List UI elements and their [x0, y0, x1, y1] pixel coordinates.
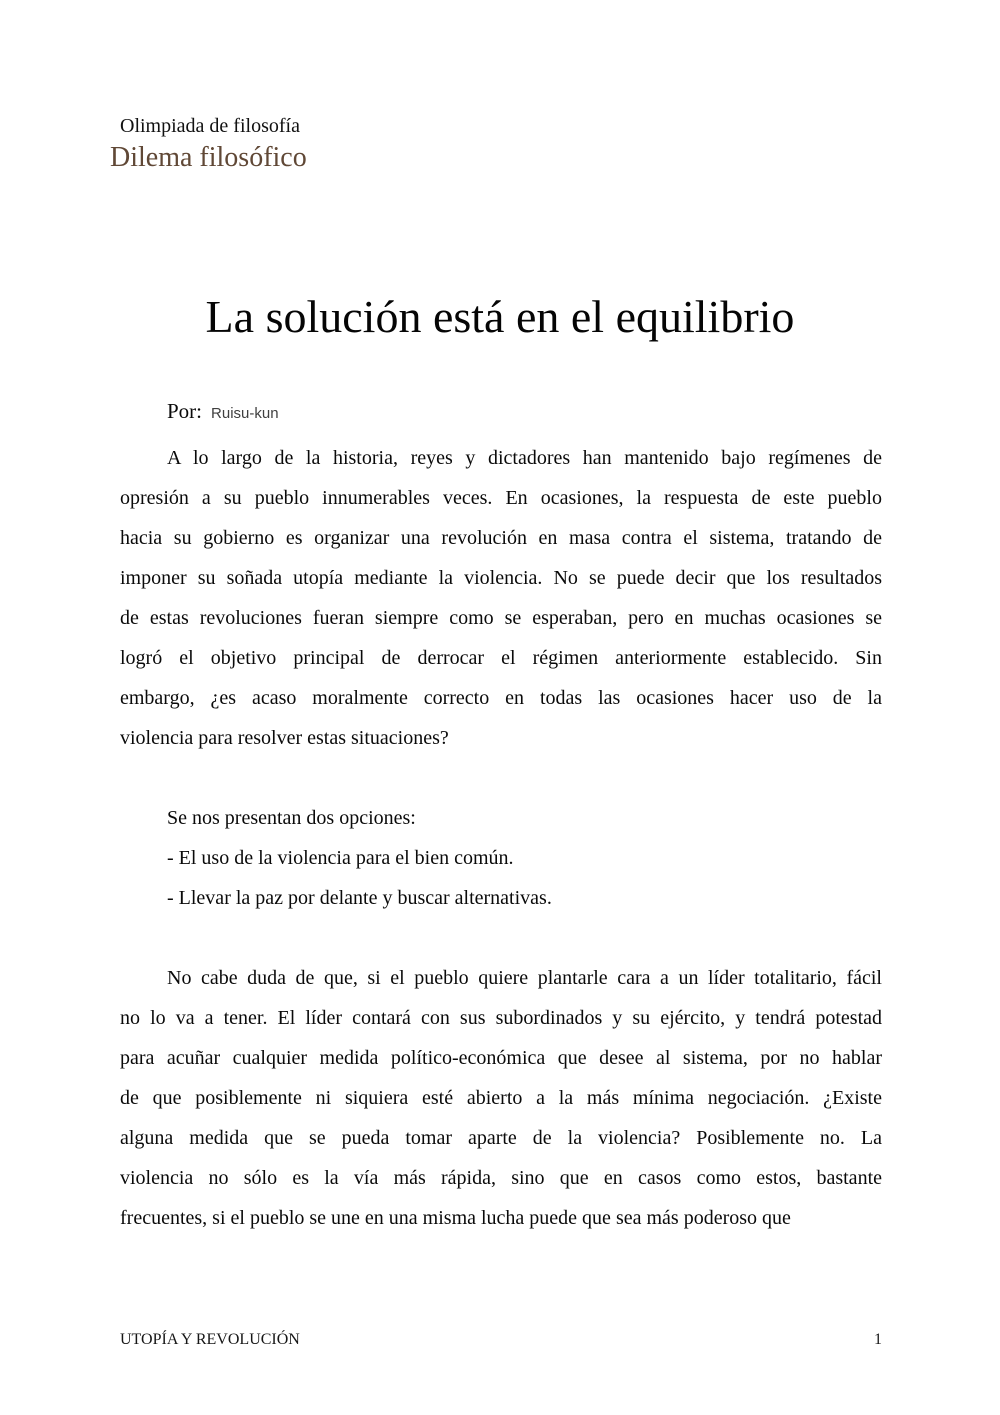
text-line: hacia su gobierno es organizar una revolución en masa contra el sistema, tratando de [120, 527, 882, 549]
text-line: - El uso de la violencia para el bien común. [167, 847, 514, 869]
text-line: violencia no sólo es la vía más rápida, sino que en casos como estos, bastante [120, 1167, 882, 1189]
paragraph-intro [120, 438, 882, 758]
text-line: A lo largo de la historia, reyes y dictadores han mantenido bajo regímenes de [167, 447, 882, 469]
text-line: frecuentes, si el pueblo se une en una misma lucha puede que sea más poderoso que [120, 1207, 791, 1229]
text-line: No cabe duda de que, si el pueblo quiere plantarle cara a un líder totalitario, fácil [167, 967, 882, 989]
header-course-title: Olimpiada de filosofía [120, 115, 300, 137]
byline [167, 398, 279, 427]
text-line: alguna medida que se pueda tomar aparte de la violencia? Posiblemente no. La [120, 1127, 882, 1149]
text-line: para acuñar cualquier medida político-económica que desee al sistema, por no hablar [120, 1047, 882, 1069]
text-line: imponer su soñada utopía mediante la violencia. No se puede decir que los resultados [120, 567, 882, 589]
footer-running-title: UTOPÍA Y REVOLUCIÓN [120, 1331, 300, 1348]
text-line: Se nos presentan dos opciones: [167, 807, 416, 829]
paragraph-argument [120, 958, 882, 1238]
text-line: violencia para resolver estas situaciones? [120, 727, 449, 749]
page-footer [120, 1330, 882, 1350]
text-line: embargo, ¿es acaso moralmente correcto en todas las ocasiones hacer uso de la [120, 687, 882, 709]
byline-author: Ruisu-kun [211, 405, 279, 422]
text-line: de estas revoluciones fueran siempre como se esperaban, pero en muchas ocasiones se [120, 607, 882, 629]
header-subtitle: Dilema filosófico [110, 142, 307, 173]
text-line: no lo va a tener. El líder contará con sus subordinados y su ejército, y tendrá potestad [120, 1007, 882, 1029]
footer-page-number: 1 [874, 1331, 882, 1348]
byline-label: Por: [167, 399, 203, 423]
text-line: de que posiblemente ni siquiera esté abierto a la más mínima negociación. ¿Existe [120, 1087, 882, 1109]
text-line: - Llevar la paz por delante y buscar alternativas. [167, 887, 552, 909]
text-line: opresión a su pueblo innumerables veces. En ocasiones, la respuesta de este pueblo [120, 487, 882, 509]
options-list [120, 798, 882, 918]
document-title: La solución está en el equilibrio [205, 291, 795, 342]
text-line: logró el objetivo principal de derrocar el régimen anteriormente establecido. Sin [120, 647, 882, 669]
